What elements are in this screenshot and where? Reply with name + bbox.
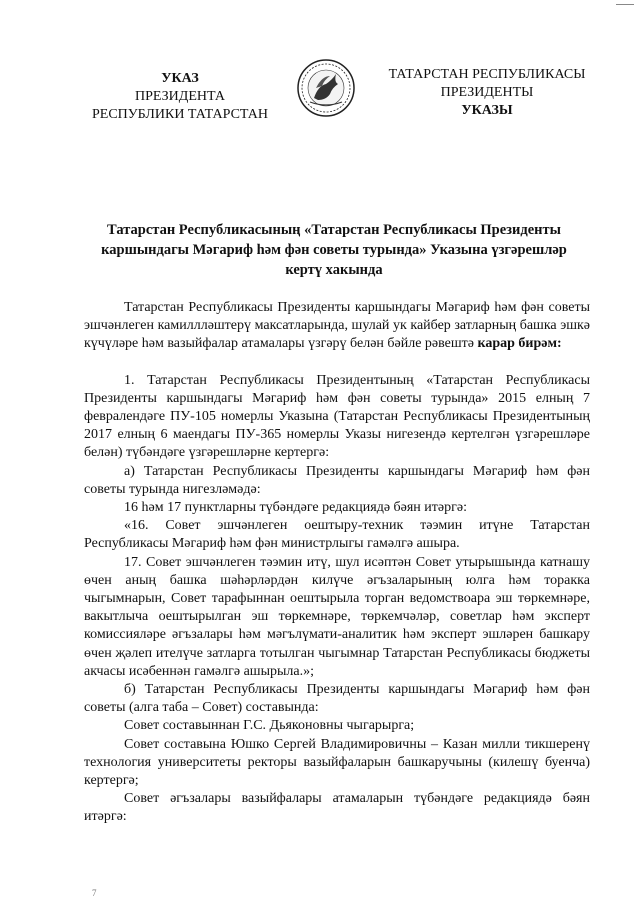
header-right-line2: ПРЕЗИДЕНТЫ	[440, 85, 534, 100]
preamble-text: Татарстан Республикасы Президенты каршындагы Мәгариф һәм фән советы эшчәнлеген камиллләштерү максатларында, шулай ук кайбер затларның башка эшкә күчүләре һәм вазыйфалар атамалары үзгәрү белән бәйле рәвештә	[84, 300, 590, 352]
footer-mark: 7	[92, 888, 97, 898]
tatarstan-coat-of-arms-icon	[296, 58, 356, 118]
scan-corner-mark	[616, 4, 634, 5]
paragraph-point-16: «16. Совет эшчәнлеген оештыру-техник тәэмин итүне Татарстан Республикасы Мәгариф һәм фән министрлыгы гамәлгә ашыра.	[84, 518, 590, 552]
header-right-line3: УКАЗЫ	[461, 103, 513, 118]
paragraph-point-17: 17. Совет эшчәнлеген тәэмин итү, шул исәптән Совет утырышында катнашу өчен аның башка шәһәрләрдән килүче әгъзаларының юлга һәм торакка чыгымнарын, Совет тарафыннан оештырыла торган ведомствоара эш төркемнәре, вакытлыча оештырылган эш төркемнәре, төркемчәләр, советлар һәм эксперт комиссияләре әгъзалары һәм мәгълүмати-аналитик һәм эксперт эшләрен башкару өчен җәлеп ителүче затларга тотылган чыгымнар Татарстан Республикасы бюджеты акчасы исәбеннән гамәлгә ашырыла.»;	[84, 554, 590, 679]
paragraph-remove-member: Совет составыннан Г.С. Дьяконовны чыгарырга;	[124, 718, 415, 734]
header-right-line1: ТАТАРСТАН РЕСПУБЛИКАСЫ	[388, 67, 586, 82]
paragraph-rename-positions: Совет әгъзалары вазыйфалары атамаларын түбәндәге редакциядә бәян итәргә:	[84, 791, 590, 825]
paragraph-item-b: б) Татарстан Республикасы Президенты каршындагы Мәгариф һәм фән советы (алга таба – Совет) составында:	[84, 682, 590, 716]
title-line3: кертү хакында	[285, 262, 383, 278]
paragraph-points-16-17: 16 һәм 17 пунктларны түбәндәге редакциядә бәян итәргә:	[124, 500, 467, 516]
paragraph-item-1: 1. Татарстан Республикасы Президентының «Татарстан Республикасы Президенты каршындагы Мәгариф һәм фән советы турында» 2015 елның 7 февралендәге ПУ-105 номерлы Указына (Татарстан Республикасы Президентының 2017 елның 6 маендагы ПУ-365 номерлы Указы нигезендә кертелгән үзгәрешләре белән) түбәндәге үзгәрешләрне кертергә:	[84, 372, 590, 461]
decree-body	[84, 299, 590, 827]
title-line1: Татарстан Республикасының «Татарстан Республикасы Президенты	[107, 222, 561, 238]
header-left-russian	[80, 70, 280, 124]
header-left-line2: ПРЕЗИДЕНТА	[135, 89, 225, 104]
header-right-tatar	[372, 66, 602, 120]
preamble-paragraph	[84, 299, 590, 354]
preamble-bold-phrase: карар бирәм:	[477, 336, 562, 352]
header-left-line1: УКАЗ	[161, 71, 199, 86]
title-line2: каршындагы Мәгариф һәм фән советы турында» Указына үзгәрешләр	[101, 242, 567, 258]
paragraph-add-member: Совет составына Юшко Сергей Владимировичны – Казан милли тикшеренү технология университеты ректоры вазыйфаларын башкаручыны (килешү буенча) кертергә;	[84, 736, 590, 789]
header-left-line3: РЕСПУБЛИКИ ТАТАРСТАН	[91, 107, 268, 122]
decree-title	[84, 220, 584, 280]
paragraph-item-a: а) Татарстан Республикасы Президенты каршындагы Мәгариф һәм фән советы турында нигезләмәдә:	[84, 463, 590, 497]
